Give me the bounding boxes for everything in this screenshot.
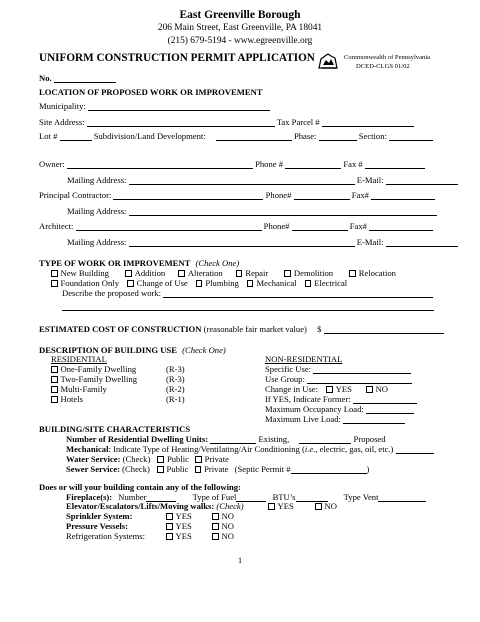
lot-label: Lot #: [39, 131, 58, 141]
owner-mailing-row: [67, 176, 458, 185]
sprinkler-label: Sprinkler System:: [66, 511, 133, 521]
btus-label: BTU’s: [272, 492, 296, 502]
page-number: 1: [237, 555, 243, 565]
describe-field-2[interactable]: [62, 302, 434, 311]
change-in-use-row: [265, 385, 388, 394]
architect-mailing-label: Mailing Address:: [67, 237, 127, 247]
checkbox-relocation[interactable]: Relocation: [349, 268, 396, 278]
cost-field[interactable]: [324, 325, 444, 334]
principal-fax-field[interactable]: [371, 191, 435, 200]
architect-row: [39, 222, 433, 231]
principal-mailing-field[interactable]: [129, 207, 437, 216]
describe-row: [62, 289, 433, 298]
use-group-field[interactable]: [307, 375, 412, 384]
principal-fax-label: Fax#: [351, 190, 369, 200]
checkbox-sprinkler-yes[interactable]: YES: [166, 512, 192, 521]
permit-number-label: No.: [39, 73, 52, 83]
specific-use-row: [265, 365, 411, 374]
checkbox-sewer-private[interactable]: Private: [195, 464, 229, 474]
checkbox-repair[interactable]: Repair: [236, 268, 268, 278]
septic-field[interactable]: [291, 465, 367, 474]
work-type-heading: TYPE OF WORK OR IMPROVEMENT: [39, 258, 191, 268]
describe-line2: [62, 302, 434, 311]
subdivision-field[interactable]: [216, 132, 292, 141]
if-yes-label: If YES, Indicate Former:: [265, 394, 351, 404]
cost-note: (reasonable fair market value): [203, 324, 307, 334]
units-proposed-label: Proposed: [353, 434, 386, 444]
lot-row: [39, 132, 433, 141]
mechanical-text: : Indicate Type of Heating/Ventilating/Air Conditioning (: [108, 444, 305, 454]
checkbox-refrigeration-yes[interactable]: YES: [166, 532, 192, 541]
units-label: Number of Residential Dwelling Units:: [66, 434, 209, 444]
sewer-check-note: (Check): [122, 464, 150, 474]
keystone-icon: [317, 52, 339, 72]
owner-fax-field[interactable]: [365, 160, 425, 169]
use-group-row: [265, 375, 412, 384]
owner-phone-label: Phone #: [255, 159, 284, 169]
code-one-family: (R-3): [166, 364, 185, 374]
specific-use-field[interactable]: [313, 365, 411, 374]
phase-field[interactable]: [319, 132, 357, 141]
owner-phone-field[interactable]: [285, 160, 341, 169]
checkbox-electrical[interactable]: Electrical: [305, 278, 347, 288]
form-code: DCED-CLGS 01/02: [356, 63, 410, 70]
principal-field[interactable]: [113, 191, 263, 200]
use-group-label: Use Group:: [265, 374, 305, 384]
architect-email-field[interactable]: [386, 238, 458, 247]
principal-label: Principal Contractor:: [39, 190, 112, 200]
section-field[interactable]: [389, 132, 433, 141]
mechanical-ie: i.e.,: [304, 444, 318, 454]
owner-email-label: E-Mail:: [356, 175, 384, 185]
architect-label: Architect:: [39, 221, 74, 231]
if-yes-field[interactable]: [353, 395, 417, 404]
code-multi-family: (R-2): [166, 384, 185, 394]
sewer-label: Sewer Service:: [66, 464, 121, 474]
btus-field[interactable]: [296, 493, 328, 502]
checkbox-change-of-use[interactable]: Change of Use: [127, 278, 188, 288]
principal-row: [39, 191, 435, 200]
work-type-note: (Check One): [195, 258, 240, 268]
sewer-row: [66, 465, 369, 474]
org-name: East Greenville Borough: [179, 9, 301, 21]
owner-field[interactable]: [67, 160, 253, 169]
cost-currency: $: [317, 324, 322, 334]
permit-number-field[interactable]: [54, 74, 116, 83]
principal-phone-label: Phone#: [265, 190, 292, 200]
architect-field[interactable]: [76, 222, 262, 231]
checkbox-refrigeration-no[interactable]: NO: [212, 532, 234, 541]
checkbox-sprinkler-no[interactable]: NO: [212, 512, 234, 521]
checkbox-hotels[interactable]: Hotels: [51, 395, 83, 404]
work-type-row1: [51, 269, 396, 278]
owner-mailing-label: Mailing Address:: [67, 175, 127, 185]
municipality-row: [39, 102, 270, 111]
code-two-family: (R-3): [166, 374, 185, 384]
checkbox-sewer-public[interactable]: Public: [157, 464, 188, 474]
tax-parcel-field[interactable]: [322, 118, 414, 127]
contains-heading: Does or will your building contain any of the following:: [39, 482, 241, 492]
residential-label: RESIDENTIAL: [51, 354, 107, 364]
section-label: Section:: [358, 131, 387, 141]
architect-phone-label: Phone#: [263, 221, 290, 231]
elevator-check-note: (Check): [216, 501, 244, 511]
form-title: UNIFORM CONSTRUCTION PERMIT APPLICATION: [39, 52, 315, 64]
checkbox-water-private[interactable]: Private: [195, 454, 229, 464]
checkbox-change-no[interactable]: NO: [366, 384, 388, 394]
describe-label: Describe the proposed work:: [62, 288, 162, 298]
mechanical-field[interactable]: [396, 445, 434, 454]
architect-fax-label: Fax#: [349, 221, 367, 231]
describe-field[interactable]: [163, 289, 433, 298]
subdivision-label: Subdivision/Land Development:: [93, 131, 206, 141]
org-address: 206 Main Street, East Greenville, PA 18041: [157, 23, 323, 33]
location-heading: LOCATION OF PROPOSED WORK OR IMPROVEMENT: [39, 87, 263, 97]
use-heading: DESCRIPTION OF BUILDING USE: [39, 345, 177, 355]
permit-number-row: [39, 74, 116, 83]
septic-close: ): [366, 464, 370, 474]
max-occupancy-label: Maximum Occupancy Load:: [265, 404, 364, 414]
if-yes-row: [265, 395, 417, 404]
site-address-label: Site Address:: [39, 117, 85, 127]
max-occupancy-field[interactable]: [366, 405, 414, 414]
site-address-row: [39, 118, 414, 127]
architect-email-label: E-Mail:: [356, 237, 384, 247]
municipality-field[interactable]: [88, 102, 270, 111]
lot-field[interactable]: [60, 132, 92, 141]
phase-label: Phase:: [293, 131, 317, 141]
units-row: [66, 435, 386, 444]
owner-fax-label: Fax #: [343, 159, 363, 169]
architect-fax-field[interactable]: [369, 222, 433, 231]
units-existing-label: Existing,: [258, 434, 290, 444]
owner-label: Owner:: [39, 159, 65, 169]
owner-row: [39, 160, 425, 169]
checkbox-one-family[interactable]: One-Family Dwelling: [51, 365, 136, 374]
checkbox-addition[interactable]: Addition: [125, 268, 165, 278]
code-hotels: (R-1): [166, 394, 185, 404]
state-name: Commonwealth of Pennsylvania: [344, 54, 431, 61]
principal-mailing-label: Mailing Address:: [67, 206, 127, 216]
owner-email-field[interactable]: [386, 176, 458, 185]
checkbox-water-public[interactable]: Public: [157, 454, 188, 464]
max-live-label: Maximum Live Load:: [265, 414, 341, 424]
checkbox-two-family[interactable]: Two-Family Dwelling: [51, 375, 137, 384]
checkbox-pressure-yes[interactable]: YES: [166, 522, 192, 531]
change-in-use-label: Change in Use:: [265, 384, 318, 394]
use-note: (Check One): [182, 345, 226, 355]
municipality-label: Municipality:: [39, 101, 86, 111]
checkbox-foundation-only[interactable]: Foundation Only: [51, 278, 119, 288]
checkbox-alteration[interactable]: Alteration: [178, 268, 222, 278]
checkbox-pressure-no[interactable]: NO: [212, 522, 234, 531]
checkbox-mechanical[interactable]: Mechanical: [247, 278, 297, 288]
water-label: Water Service:: [66, 454, 121, 464]
work-type-header: [39, 259, 239, 268]
owner-mailing-field[interactable]: [129, 176, 355, 185]
tax-parcel-label: Tax Parcel #: [276, 117, 320, 127]
mechanical-row: [66, 445, 434, 454]
checkbox-change-yes[interactable]: YES: [326, 384, 352, 394]
fireplace-number-label: Number: [118, 492, 147, 502]
vent-type-label: Type Vent: [343, 492, 379, 502]
max-live-row: [265, 415, 405, 424]
fireplace-label: Fireplace(s):: [66, 492, 113, 502]
cost-row: [39, 325, 444, 334]
checkbox-elevator-yes[interactable]: YES: [268, 502, 294, 511]
architect-mailing-row: [67, 238, 458, 247]
units-proposed-field[interactable]: [299, 435, 351, 444]
septic-label: (Septic Permit #: [234, 464, 291, 474]
work-type-row2: [51, 279, 347, 288]
site-address-field[interactable]: [87, 118, 275, 127]
pressure-label: Pressure Vessels:: [66, 521, 128, 531]
cost-heading: ESTIMATED COST OF CONSTRUCTION: [39, 324, 202, 334]
principal-mailing-row: [67, 207, 437, 216]
checkbox-elevator-no[interactable]: NO: [315, 502, 337, 511]
max-live-field[interactable]: [343, 415, 405, 424]
nonres-label: NON-RESIDENTIAL: [265, 354, 343, 364]
principal-phone-field[interactable]: [294, 191, 350, 200]
mechanical-label: Mechanical: [66, 444, 109, 454]
water-row: [66, 455, 229, 464]
org-contact: (215) 679-5194 - www.egreenville.org: [167, 36, 313, 46]
fuel-type-label: Type of Fuel: [192, 492, 237, 502]
checkbox-demolition[interactable]: Demolition: [284, 268, 333, 278]
site-heading: BUILDING/SITE CHARACTERISTICS: [39, 424, 191, 434]
elevator-label: Elevator/Escalators/Lifts/Moving walks:: [66, 501, 215, 511]
water-check-note: (Check): [122, 454, 151, 464]
max-occupancy-row: [265, 405, 414, 414]
checkbox-new-building[interactable]: New Building: [51, 268, 109, 278]
checkbox-multi-family[interactable]: Multi-Family: [51, 385, 107, 394]
refrigeration-label: Refrigeration Systems:: [66, 531, 146, 541]
elevator-row: [66, 502, 244, 511]
checkbox-plumbing[interactable]: Plumbing: [196, 278, 239, 288]
vent-type-field[interactable]: [378, 493, 426, 502]
architect-phone-field[interactable]: [292, 222, 348, 231]
units-existing-field[interactable]: [210, 435, 256, 444]
architect-mailing-field[interactable]: [129, 238, 355, 247]
specific-use-label: Specific Use:: [265, 364, 312, 374]
mechanical-tail: electric, gas, oil, etc.): [317, 444, 394, 454]
